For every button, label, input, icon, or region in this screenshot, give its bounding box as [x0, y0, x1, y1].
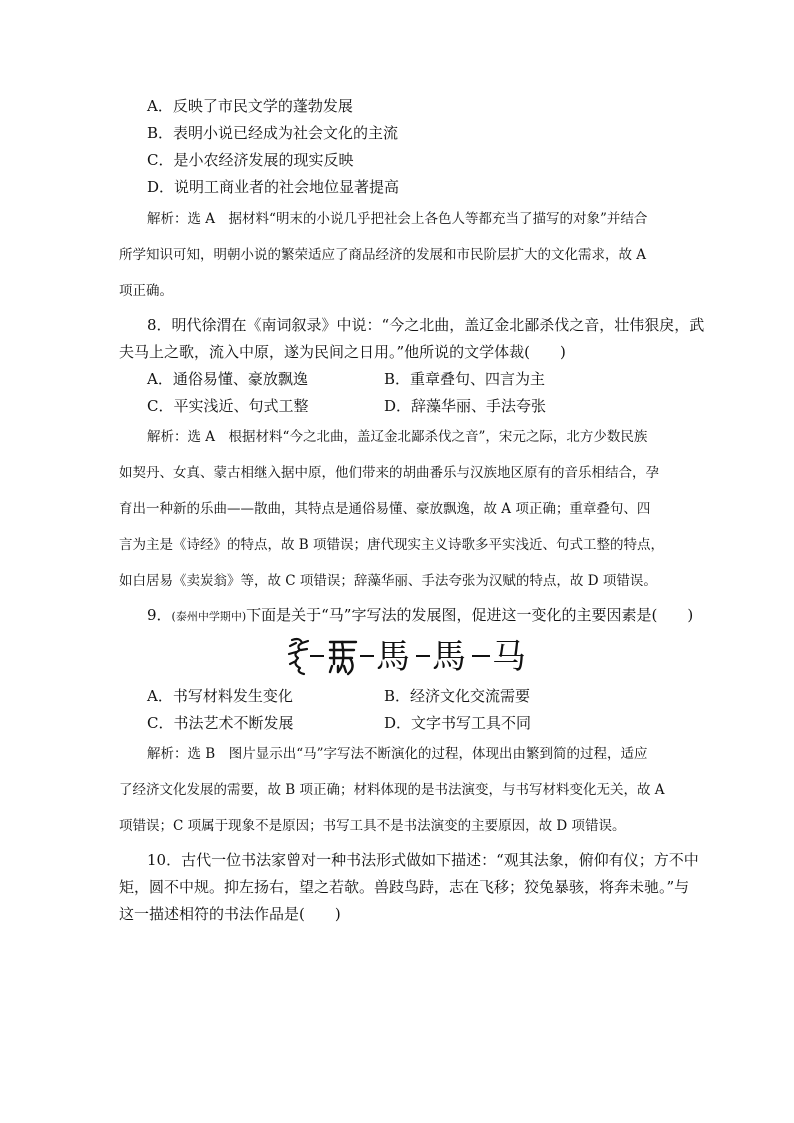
q9-source-tag: (泰州中学期中) [171, 610, 247, 623]
q8-explanation-line: 育出一种新的乐曲——散曲，其特点是通俗易懂、豪放飘逸，故 A 项正确；重章叠句、四 [119, 501, 651, 517]
q8-explanation-line: 如白居易《卖炭翁》等，故 C 项错误；辞藻华丽、手法夸张为汉赋的特点，故 D 项错误。 [119, 573, 657, 589]
q9-stem-text: 下面是关于“马”字写法的发展图，促进这一变化的主要因素是( ) [246, 606, 694, 624]
q7-explanation-line: 所学知识可知，明朝小说的繁荣适应了商品经济的发展和市民阶层扩大的文化需求，故 A [119, 247, 647, 263]
regular-script-horse-glyph: 馬 [432, 637, 466, 676]
q7-option-b: B．表明小说已经成为社会文化的主流 [147, 124, 399, 142]
q8-option-d: D．辞藻华丽、手法夸张 [384, 397, 547, 415]
q8-option-c: C．平实浅近、句式工整 [147, 397, 309, 415]
q10-stem-line: 矩，圆不中规。抑左扬右，望之若欹。兽跂鸟跱，志在飞移；狡兔暴骇，将奔未驰。”与 [119, 878, 690, 896]
q10-stem-line: 这一描述相符的书法作品是( ) [119, 905, 341, 923]
seal-script-horse-glyph [330, 642, 356, 674]
q8-stem-line: 夫马上之歌，流入中原，遂为民间之日用。”他所说的文学体裁( ) [119, 343, 566, 361]
q9-option-d: D．文字书写工具不同 [384, 714, 532, 732]
clerical-script-horse-glyph: 馬 [376, 637, 410, 676]
q8-option-a: A．通俗易懂、豪放飘逸 [147, 370, 308, 388]
q7-explanation-line: 解析：选 A 据材料“明末的小说几乎把社会上各色人等都充当了描写的对象”并结合 [147, 211, 648, 227]
q7-option-c: C．是小农经济发展的现实反映 [147, 151, 354, 169]
q7-explanation-line: 项正确。 [119, 283, 173, 299]
q9-option-c: C．书法艺术不断发展 [147, 714, 294, 732]
q9-option-b: B．经济文化交流需要 [384, 687, 531, 705]
q9-stem-line [147, 605, 693, 627]
q8-explanation-line: 解析：选 A 根据材料“今之北曲，盖辽金北鄙杀伐之音”，宋元之际，北方少数民族 [147, 429, 648, 445]
horse-character-evolution-figure [286, 634, 536, 676]
simplified-horse-glyph: 马 [492, 637, 526, 676]
q9-explanation-line: 项错误；C 项属于现象不是原因；书写工具不是书法演变的主要原因，故 D 项错误。 [119, 818, 626, 834]
q8-explanation-line: 言为主是《诗经》的特点，故 B 项错误；唐代现实主义诗歌多平实浅近、句式工整的特点， [119, 537, 665, 553]
q8-stem-line: 8．明代徐渭在《南词叙录》中说：“今之北曲，盖辽金北鄙杀伐之音，壮伟狠戾，武 [147, 316, 705, 334]
q9-option-a: A．书写材料发生变化 [147, 687, 293, 705]
q9-explanation-line: 了经济文化发展的需要，故 B 项正确；材料体现的是书法演变，与书写材料变化无关，故 A [119, 782, 665, 798]
q7-option-a: A．反映了市民文学的蓬勃发展 [147, 97, 353, 115]
q7-option-d: D．说明工商业者的社会地位显著提高 [147, 178, 400, 196]
q8-option-b: B．重章叠句、四言为主 [384, 370, 546, 388]
q10-stem-line: 10．古代一位书法家曾对一种书法形式做如下描述：“观其法象，俯仰有仪；方不中 [147, 851, 699, 869]
q8-explanation-line: 如契丹、女真、蒙古相继入据中原，他们带来的胡曲番乐与汉族地区原有的音乐相结合，孕 [119, 465, 659, 481]
q9-explanation-line: 解析：选 B 图片显示出“马”字写法不断演化的过程，体现出由繁到简的过程，适应 [147, 746, 648, 762]
q9-number: 9． [147, 606, 172, 624]
oracle-bone-horse-glyph [289, 639, 308, 674]
